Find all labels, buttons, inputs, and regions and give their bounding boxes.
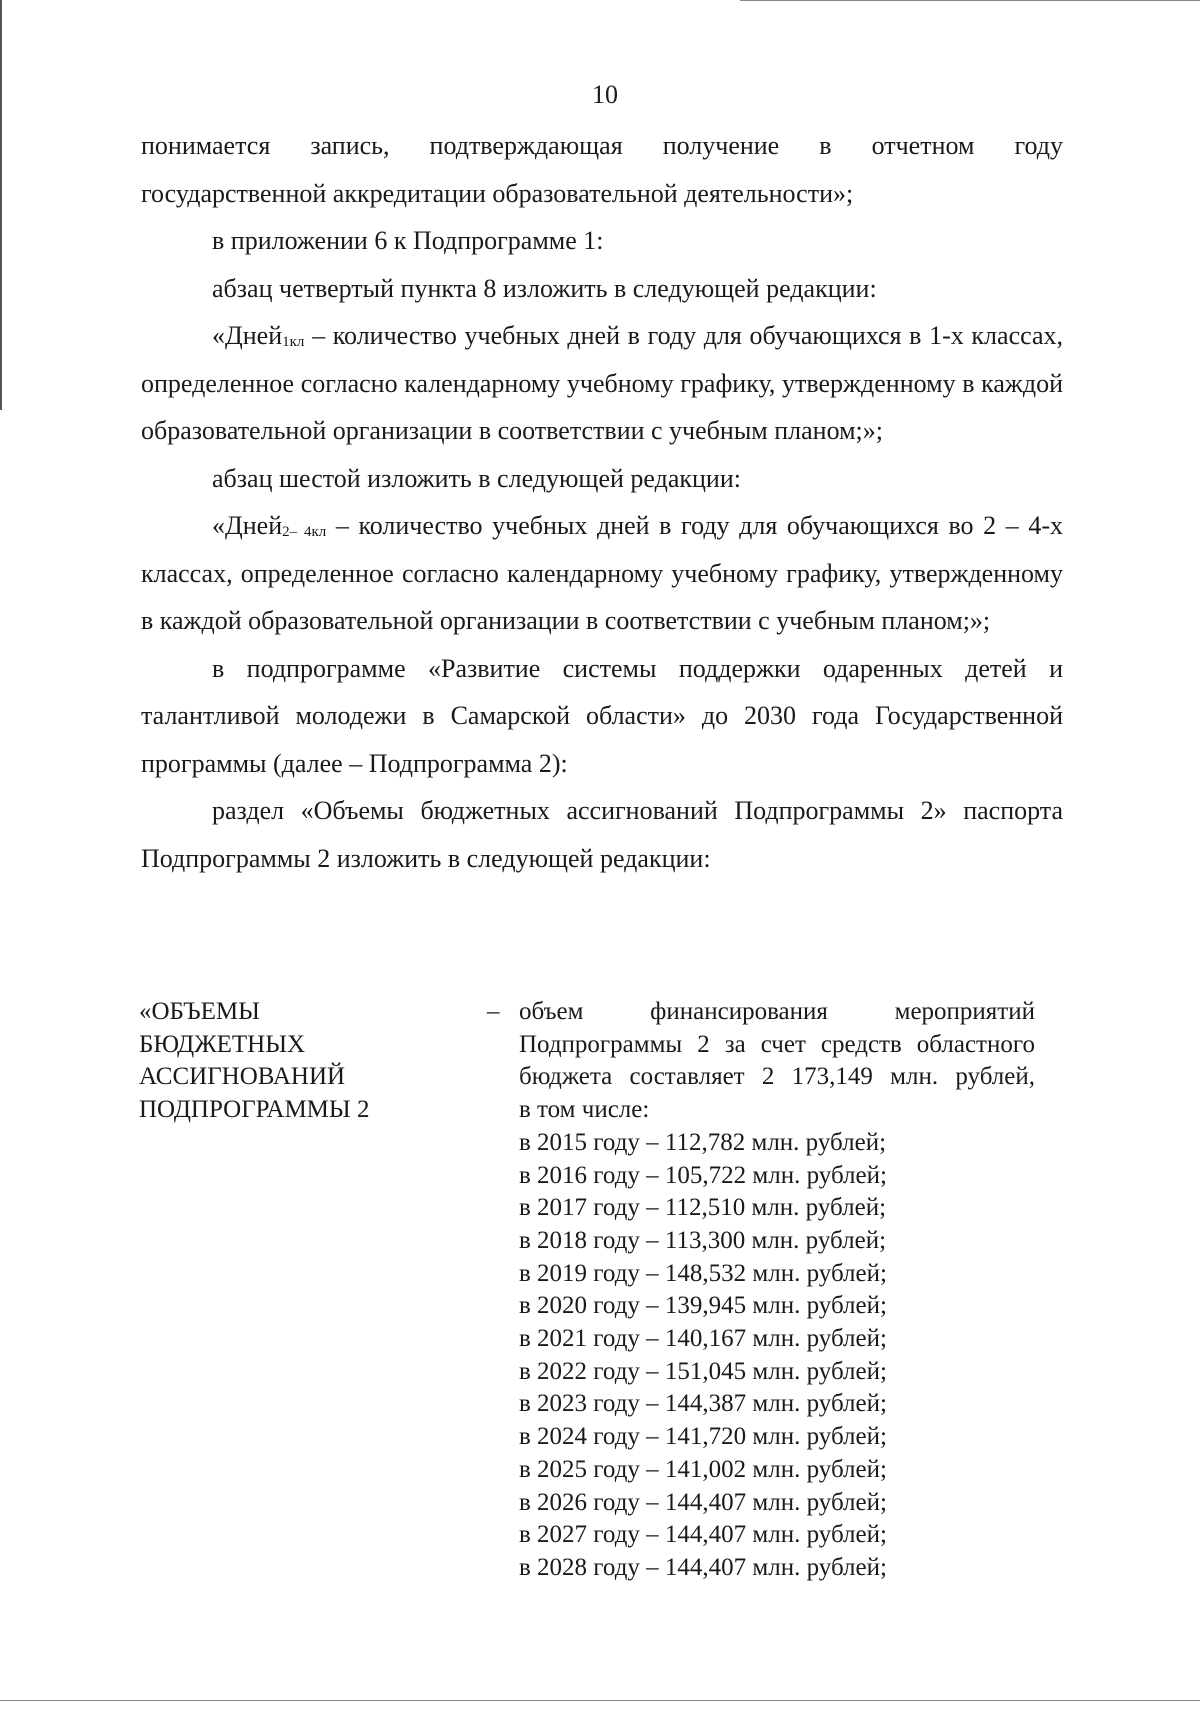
intro-line: бюджета составляет 2 173,149 млн. рублей, <box>519 1063 1035 1091</box>
formula-main: «Дней <box>212 321 283 350</box>
intro-line: объем финансирования мероприятий <box>519 998 1035 1025</box>
label-line: «ОБЪЕМЫ <box>139 998 260 1025</box>
label-line: АССИГНОВАНИЙ <box>139 1063 346 1091</box>
page-number: 10 <box>592 80 618 109</box>
formula-subscript: 1кл <box>282 334 305 350</box>
paragraph: понимается запись, подтверждающая получение в отчетном году <box>141 131 1063 160</box>
year-line: в 2026 году – 144,407 млн. рублей; <box>519 1488 887 1516</box>
formula-subscript: 2– 4кл <box>282 524 327 540</box>
year-line: в 2028 году – 144,407 млн. рублей; <box>519 1553 887 1581</box>
passport-dash: – <box>487 998 500 1025</box>
year-line: в 2022 году – 151,045 млн. рублей; <box>519 1357 887 1385</box>
label-line: БЮДЖЕТНЫХ <box>139 1030 306 1058</box>
paragraph: в приложении 6 к Подпрограмме 1: <box>212 226 604 255</box>
year-line: в 2015 году – 112,782 млн. рублей; <box>519 1128 887 1156</box>
intro-line: Подпрограммы 2 за счет средств областного <box>519 1030 1035 1058</box>
paragraph: абзац четвертый пункта 8 изложить в следующей редакции: <box>212 273 877 303</box>
year-line: в 2024 году – 141,720 млн. рублей; <box>519 1423 887 1451</box>
year-line: в 2025 году – 141,002 млн. рублей; <box>519 1455 887 1483</box>
year-line: в 2017 году – 112,510 млн. рублей; <box>519 1194 887 1222</box>
paragraph: раздел «Объемы бюджетных ассигнований Подпрограммы 2» паспорта Подпрограммы 2 изложить в следующей редакции: <box>141 796 1063 873</box>
formula-definition: – количество учебных дней в году для обучающихся в 1-х классах, определенное согласно календарному учебному графику, утвержденному в каждой образовательной организации в соответствии с учебным планом;»; <box>141 321 1064 445</box>
label-line: ПОДПРОГРАММЫ 2 <box>139 1096 370 1124</box>
paragraph: абзац шестой изложить в следующей редакции: <box>212 463 741 493</box>
year-line: в 2021 году – 140,167 млн. рублей; <box>519 1325 887 1353</box>
year-line: в 2020 году – 139,945 млн. рублей; <box>519 1292 887 1320</box>
paragraph: государственной аккредитации образовательной деятельности»; <box>141 178 854 208</box>
formula-definition: – количество учебных дней в году для обучающихся во 2 – 4-х классах, определенное согласно календарному учебному графику, утвержденному в каждой образовательной организации в соответствии с учебным планом;»; <box>141 511 1064 635</box>
paragraph: в подпрограмме «Развитие системы поддержки одаренных детей и талантливой молодежи в Самарской области» до 2030 года Государственной программы (далее – Подпрограмма 2): <box>141 653 1063 778</box>
formula-main: «Дней <box>212 511 283 540</box>
year-line: в 2027 году – 144,407 млн. рублей; <box>519 1521 887 1549</box>
year-line: в 2016 году – 105,722 млн. рублей; <box>519 1161 887 1189</box>
paragraph-formula-1kl <box>141 312 1063 455</box>
passport-value <box>519 996 1035 1585</box>
scan-edge-bottom <box>0 1700 1200 1701</box>
year-line: в 2019 году – 148,532 млн. рублей; <box>519 1259 887 1287</box>
year-line: в 2018 году – 113,300 млн. рублей; <box>519 1226 887 1254</box>
passport-label <box>139 996 439 1127</box>
year-line: в 2023 году – 144,387 млн. рублей; <box>519 1390 887 1418</box>
paragraph-formula-2-4kl <box>141 502 1063 645</box>
document-body <box>141 122 1063 882</box>
intro-line: в том числе: <box>519 1096 650 1124</box>
scan-edge-top <box>740 0 1200 1</box>
scan-edge-left <box>0 0 2 410</box>
